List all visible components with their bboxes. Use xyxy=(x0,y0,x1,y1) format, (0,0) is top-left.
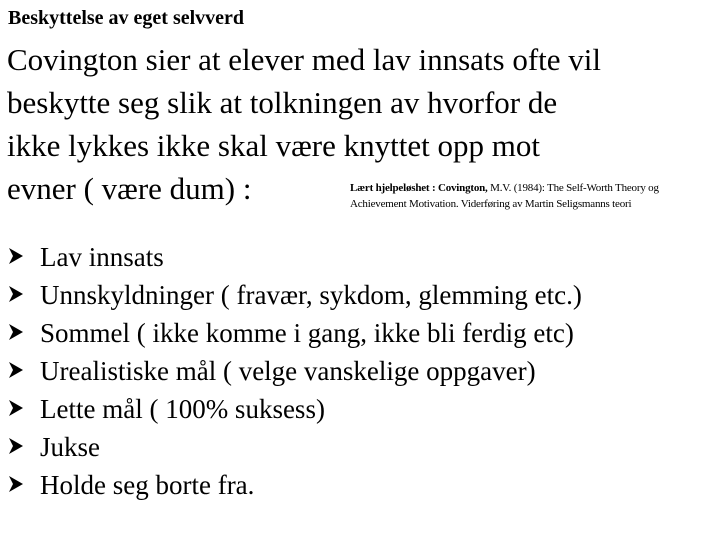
reference-note xyxy=(350,180,700,212)
arrowhead-bullet-icon xyxy=(8,356,40,386)
bullet-text: Jukse xyxy=(40,431,100,462)
arrowhead-bullet-icon xyxy=(8,318,40,348)
intro-line: ikke lykkes ikke skal være knyttet opp mot xyxy=(7,128,540,163)
arrowhead-bullet-icon xyxy=(8,280,40,310)
bullet-text: Urealistiske mål ( velge vanskelige oppgaver) xyxy=(40,355,536,386)
arrowhead-bullet-icon xyxy=(8,242,40,272)
intro-line: Covington sier at elever med lav innsats ofte vil xyxy=(7,42,602,77)
list-item xyxy=(8,466,582,504)
intro-line: evner ( være dum) : xyxy=(7,171,252,206)
intro-line: beskytte seg slik at tolkningen av hvorfor de xyxy=(7,85,558,120)
slide-title: Beskyttelse av eget selvverd xyxy=(8,7,245,29)
bullet-text: Lette mål ( 100% suksess) xyxy=(40,393,325,424)
list-item xyxy=(8,428,582,466)
arrowhead-bullet-icon xyxy=(8,470,40,500)
bullet-text: Unnskyldninger ( fravær, sykdom, glemming etc.) xyxy=(40,279,582,310)
arrowhead-bullet-icon xyxy=(8,394,40,424)
bullet-text: Sommel ( ikke komme i gang, ikke bli ferdig etc) xyxy=(40,317,574,348)
list-item xyxy=(8,390,582,428)
reference-heading: Lært hjelpeløshet : Covington, xyxy=(350,182,488,194)
arrowhead-bullet-icon xyxy=(8,432,40,462)
list-item xyxy=(8,314,582,352)
list-item xyxy=(8,352,582,390)
list-item xyxy=(8,276,582,314)
bullet-text: Holde seg borte fra. xyxy=(40,469,255,500)
list-item xyxy=(8,238,582,276)
bullet-text: Lav innsats xyxy=(40,241,164,272)
reference-text: M.V. (1984): The Self-Worth Theory og Achievement Motivation. Viderføring av Martin Seligsmanns teori xyxy=(350,182,659,210)
bullet-list xyxy=(8,238,582,504)
